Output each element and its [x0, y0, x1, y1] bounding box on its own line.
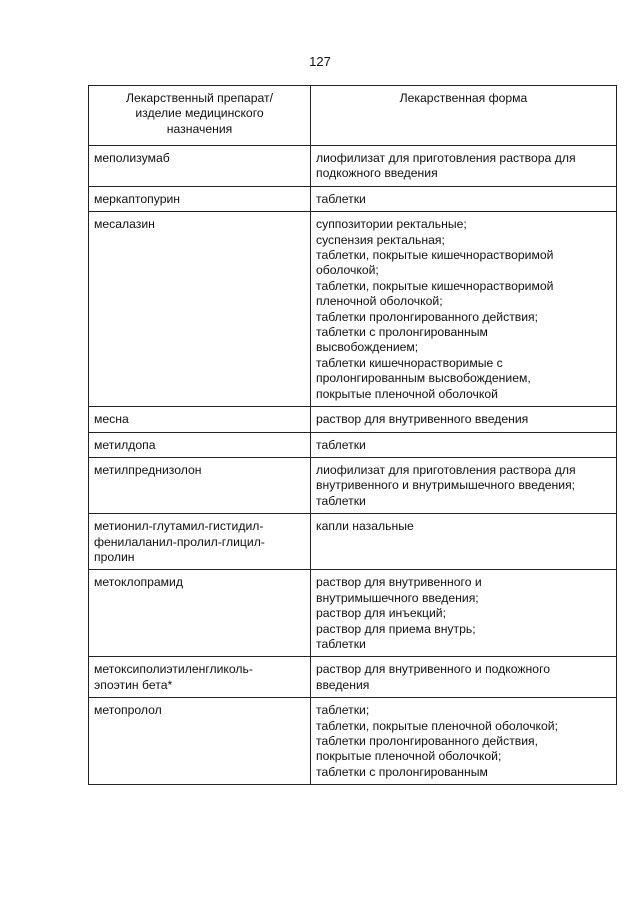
- form-line: раствор для приема внутрь;: [316, 621, 476, 636]
- form-line: оболочкой;: [316, 263, 379, 278]
- drug-name: месалазин: [94, 217, 155, 232]
- form-cell: [311, 698, 617, 785]
- form-cell: [311, 457, 617, 513]
- form-line: раствор для инъекций;: [316, 606, 446, 621]
- form-cell: [311, 186, 617, 211]
- form-line: таблетки: [316, 437, 366, 452]
- drug-name: пролин: [94, 549, 135, 564]
- drug-name: эпоэтин бета*: [94, 677, 173, 692]
- form-line: суппозитории ректальные;: [316, 217, 467, 232]
- form-cell: [311, 407, 617, 432]
- form-cell: [311, 570, 617, 657]
- drug-name: метионил-глутамил-гистидил-: [94, 519, 264, 534]
- drug-cell: [89, 407, 311, 432]
- form-line: таблетки пролонгированного действия,: [316, 734, 539, 748]
- table-row: [89, 212, 617, 407]
- form-line: подкожного введения: [316, 166, 438, 181]
- table-row: [89, 146, 617, 187]
- table-header-row: [89, 86, 617, 146]
- header-drug-line: назначения: [166, 121, 233, 136]
- form-line: таблетки: [316, 636, 366, 651]
- form-line: пленочной оболочкой;: [316, 294, 443, 309]
- form-line: пролонгированным высвобождением,: [316, 371, 531, 386]
- form-cell: [311, 514, 617, 570]
- form-line: таблетки, покрытые пленочной оболочкой;: [316, 718, 558, 733]
- form-line: таблетки пролонгированного действия;: [316, 309, 539, 324]
- drug-name: фенилаланил-пролил-глицил-: [94, 534, 265, 549]
- form-line: таблетки: [316, 191, 366, 206]
- drug-name: метоклопрамид: [94, 575, 183, 590]
- form-line: таблетки, покрытые кишечнорастворимой: [316, 248, 554, 263]
- header-drug-line: изделие медицинского: [135, 106, 264, 121]
- drug-cell: [89, 457, 311, 513]
- drug-name: метопролол: [94, 703, 162, 718]
- form-line: введения: [316, 677, 370, 692]
- table-row: [89, 457, 617, 513]
- drug-name: месна: [94, 412, 129, 427]
- drug-name: меполизумаб: [94, 151, 170, 165]
- form-line: таблетки, покрытые кишечнорастворимой: [316, 278, 554, 293]
- page-number: 127: [309, 54, 331, 69]
- drug-name: меркаптопурин: [94, 191, 181, 206]
- drug-cell: [89, 570, 311, 657]
- drug-cell: [89, 212, 311, 407]
- form-line: раствор для внутривенного и: [316, 575, 482, 590]
- table-row: [89, 657, 617, 698]
- drug-cell: [89, 186, 311, 211]
- drug-name: метоксиполиэтиленгликоль-: [94, 662, 253, 677]
- form-cell: [311, 212, 617, 407]
- form-cell: [311, 657, 617, 698]
- header-form-line: Лекарственная форма: [399, 91, 528, 105]
- header-drug: [89, 86, 311, 146]
- form-line: внутримышечного введения;: [316, 590, 479, 605]
- form-line: таблетки: [316, 493, 366, 508]
- form-line: высвобождением;: [316, 340, 419, 355]
- form-line: таблетки с пролонгированным: [316, 764, 488, 779]
- form-line: таблетки кишечнорастворимые с: [316, 355, 503, 370]
- table-row: [89, 698, 617, 785]
- table-row: [89, 186, 617, 211]
- form-line: раствор для внутривенного введения: [316, 412, 529, 427]
- form-line: покрытые пленочной оболочкой;: [316, 749, 502, 764]
- form-line: лиофилизат для приготовления раствора для: [316, 462, 576, 477]
- drug-cell: [89, 514, 311, 570]
- drug-cell: [89, 432, 311, 457]
- header-form: [311, 86, 617, 146]
- form-cell: [311, 432, 617, 457]
- drug-cell: [89, 698, 311, 785]
- table-row: [89, 407, 617, 432]
- form-line: покрытые пленочной оболочкой: [316, 386, 498, 401]
- drug-cell: [89, 146, 311, 187]
- table-row: [89, 570, 617, 657]
- form-line: суспензия ректальная;: [316, 232, 445, 247]
- form-line: внутривенного и внутримышечного введения;: [316, 478, 576, 493]
- form-line: таблетки;: [316, 703, 370, 718]
- form-cell: [311, 146, 617, 187]
- form-line: раствор для внутривенного и подкожного: [316, 662, 551, 677]
- form-line: лиофилизат для приготовления раствора для: [316, 151, 576, 165]
- drug-table: [88, 85, 617, 785]
- header-drug-line: Лекарственный препарат/: [126, 91, 273, 105]
- drug-name: метилдопа: [94, 437, 156, 452]
- table-row: [89, 514, 617, 570]
- drug-cell: [89, 657, 311, 698]
- form-line: таблетки с пролонгированным: [316, 325, 488, 340]
- table-row: [89, 432, 617, 457]
- drug-name: метилпреднизолон: [94, 462, 202, 477]
- form-line: капли назальные: [316, 519, 414, 534]
